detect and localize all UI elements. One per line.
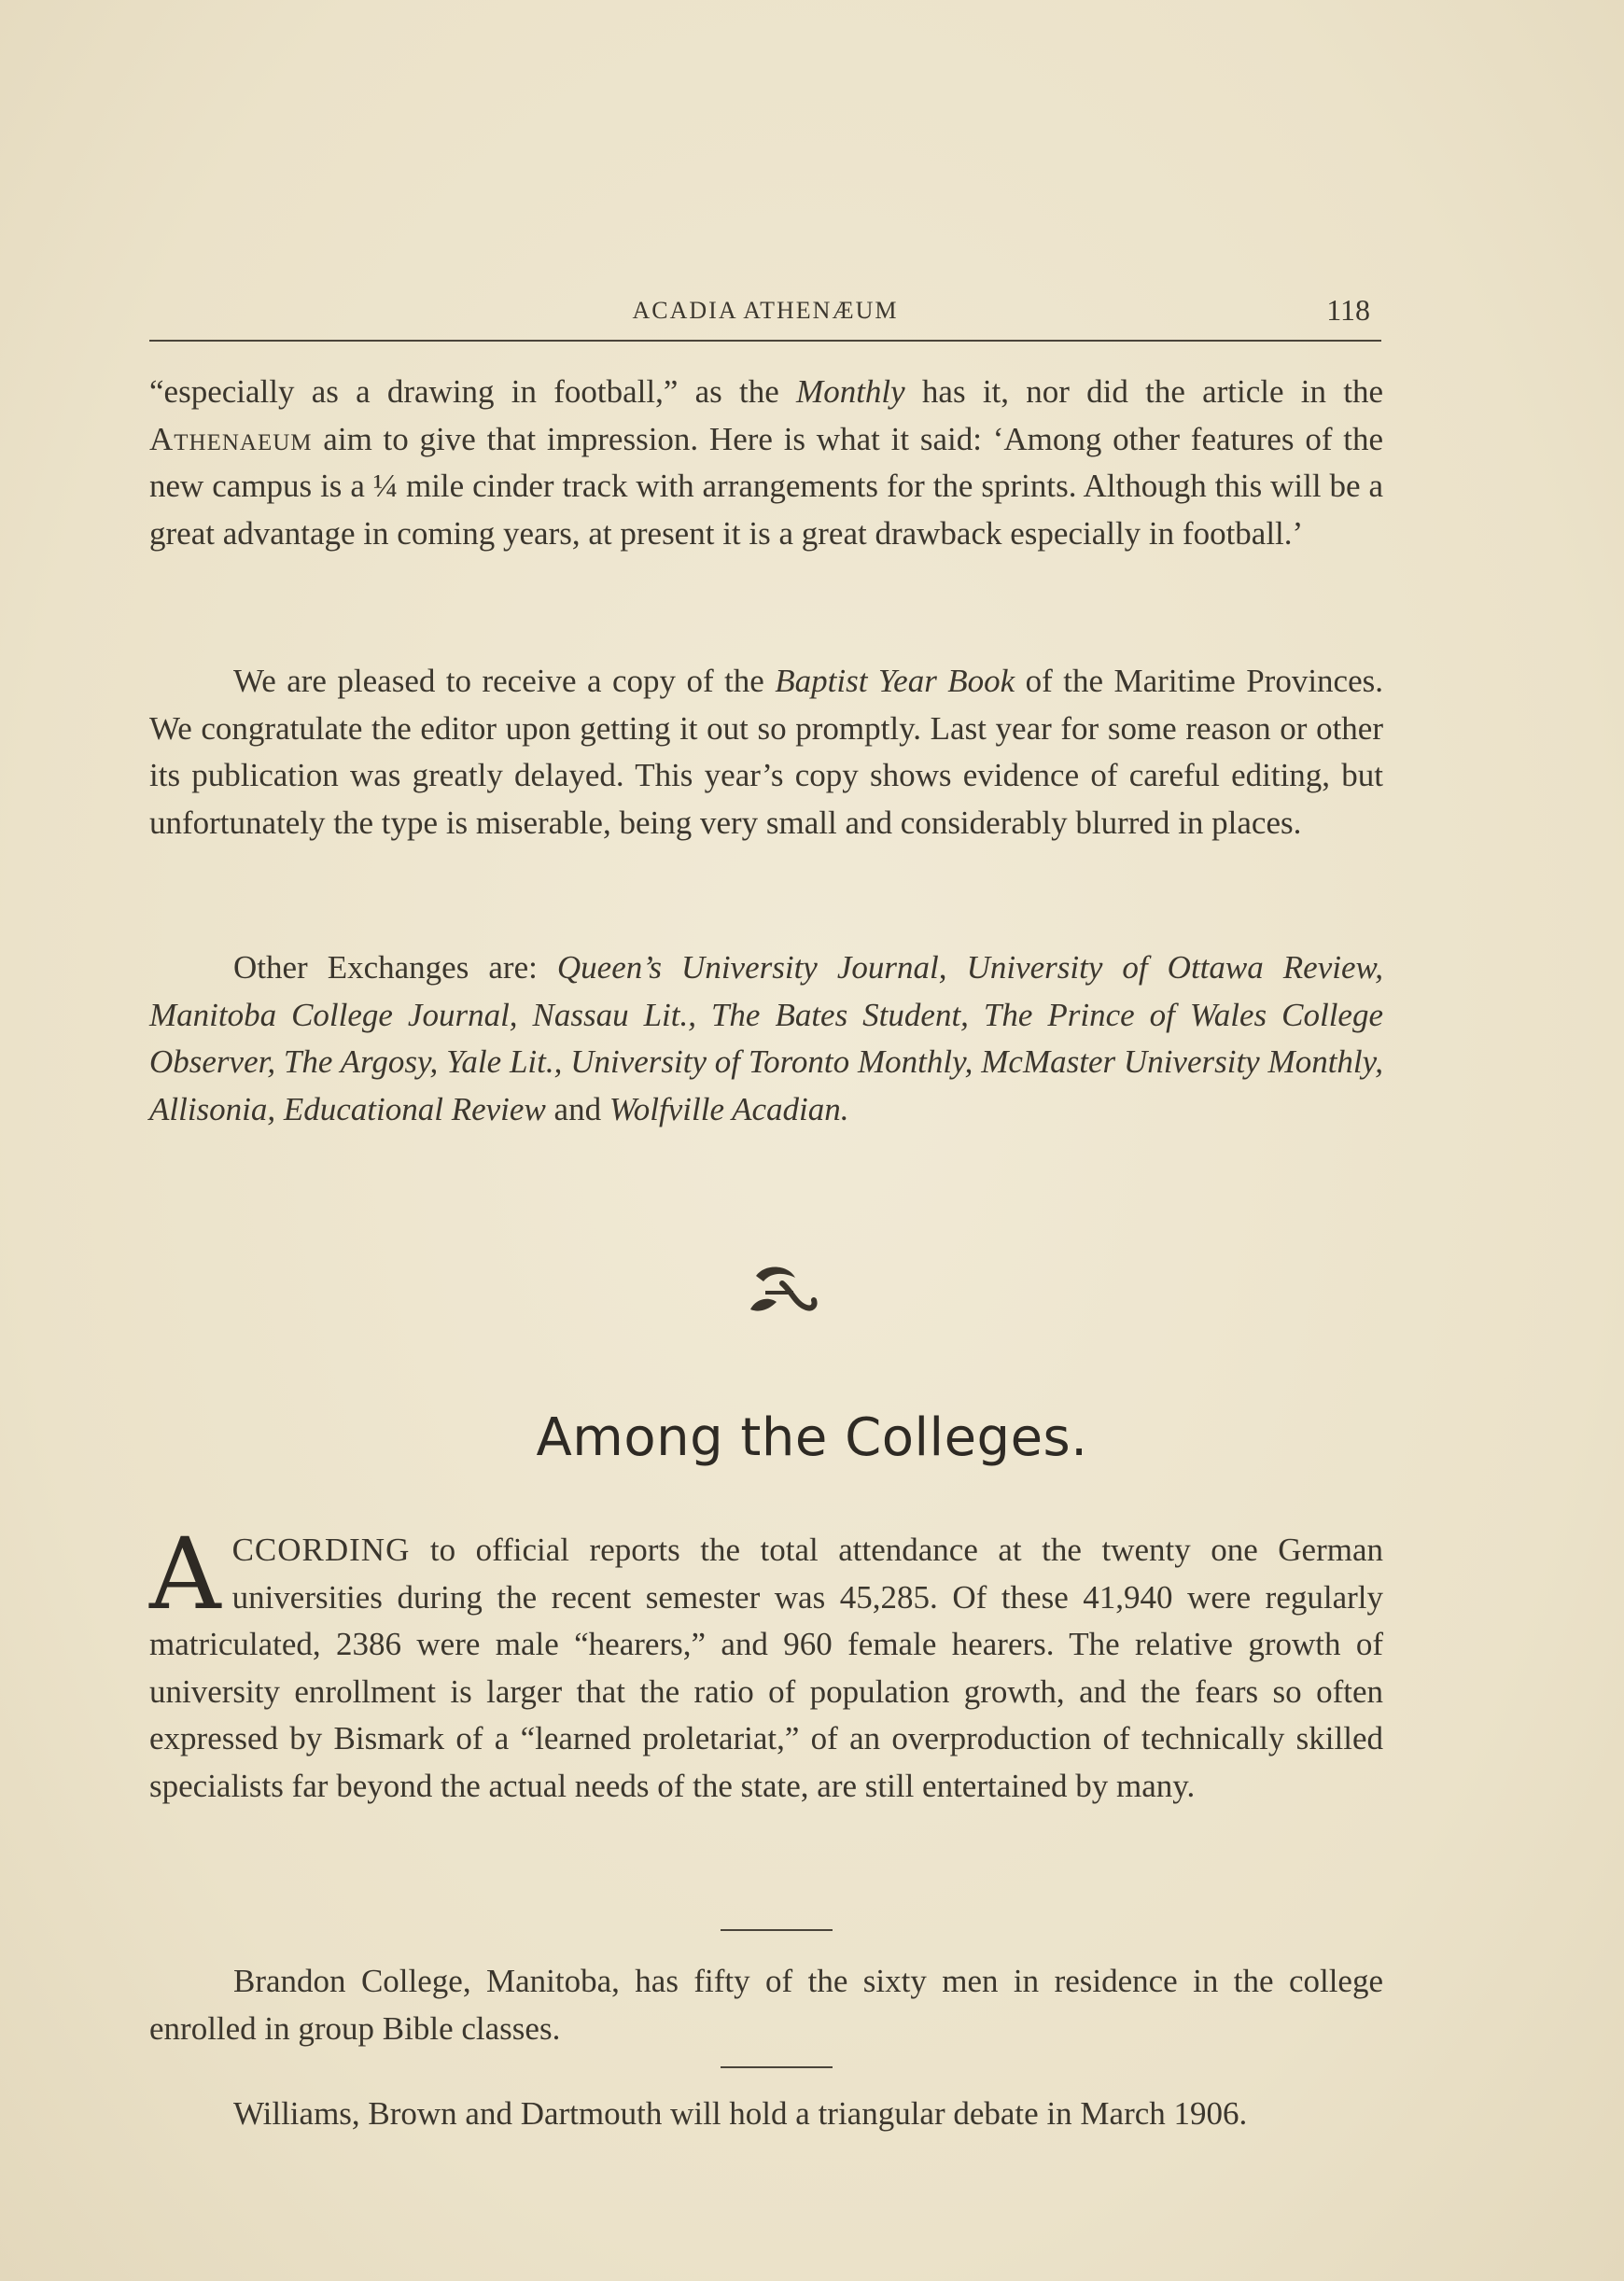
colleges-paragraph-3	[149, 2091, 1383, 2138]
separator-rule	[721, 1929, 833, 1931]
text-run: Other Exchanges are:	[233, 949, 557, 986]
running-header	[149, 291, 1381, 342]
text-run: We are pleased to receive a copy of the	[233, 663, 776, 699]
fleuron-ornament-icon	[737, 1255, 821, 1330]
monthly-title: Monthly	[796, 373, 905, 410]
text-run: of the Maritime Provinces. We congratulate the editor upon getting it out so promptly. Last year for some reason or other its publication was greatly delayed. This year’s copy shows evidence of careful editing, but unfortunately the type is miserable, being very small and considerably blurred in places.	[149, 663, 1383, 841]
year-book-title: Baptist Year Book	[775, 663, 1015, 699]
exchanges-paragraph-1	[149, 369, 1383, 557]
text-run: has it, nor did the article in the	[904, 373, 1383, 410]
text-run: to official reports the total attendance at the twenty one German universities during the recent semester was 45,285. Of these 41,940 were regularly matriculated, 2386 were male “hearers,” and 960 female hearers. The relative growth of university enrollment is larger that the ratio of population growth, and the fears so often expressed by Bismark of a “learned proletariat,” of an overproduction of technically skilled specialists far beyond the actual needs of the state, are still entertained by many.	[149, 1532, 1383, 1804]
text-run: and	[545, 1090, 609, 1127]
lead-word: CCORDING	[231, 1532, 411, 1568]
text-run: “especially as a drawing in football,” as the	[149, 373, 797, 410]
debate-paragraph: Williams, Brown and Dartmouth will hold a triangular debate in March 1906.	[233, 2095, 1248, 2132]
journal-title: ACADIA ATHENÆUM	[632, 297, 899, 324]
section-heading: Among the Colleges.	[536, 1407, 1088, 1468]
exchange-list: Queen’s University Journal, University of Ottawa Review, Manitoba College Journal, Nassau Lit., The Bates Student, The Prince of Wales College Observer, The Argosy, Yale Lit., University of Toronto Monthly, McMaster University Monthly, Allisonia, Educational Review	[149, 949, 1383, 1127]
page-number: 118	[1326, 293, 1370, 327]
text-run: aim to give that impression. Here is what it said: ‘Among other features of the new campus is a ¼ mile cinder track with arrangements for the sprints. Although this will be a great advantage in coming years, at present it is a great drawback especially in football.’	[149, 420, 1383, 552]
exchanges-paragraph-2	[149, 658, 1383, 847]
athenaeum-name: Athenaeum	[149, 420, 313, 457]
drop-cap: A	[149, 1517, 221, 1631]
exchanges-paragraph-3	[149, 945, 1383, 1133]
colleges-paragraph-1	[149, 1517, 1383, 1810]
colleges-paragraph-2	[149, 1958, 1383, 2052]
brandon-paragraph: Brandon College, Manitoba, has fifty of the sixty men in residence in the college enrolled in group Bible classes.	[149, 1963, 1383, 2047]
separator-rule	[721, 2066, 833, 2068]
exchange-last: Wolfville Acadian.	[609, 1090, 849, 1127]
